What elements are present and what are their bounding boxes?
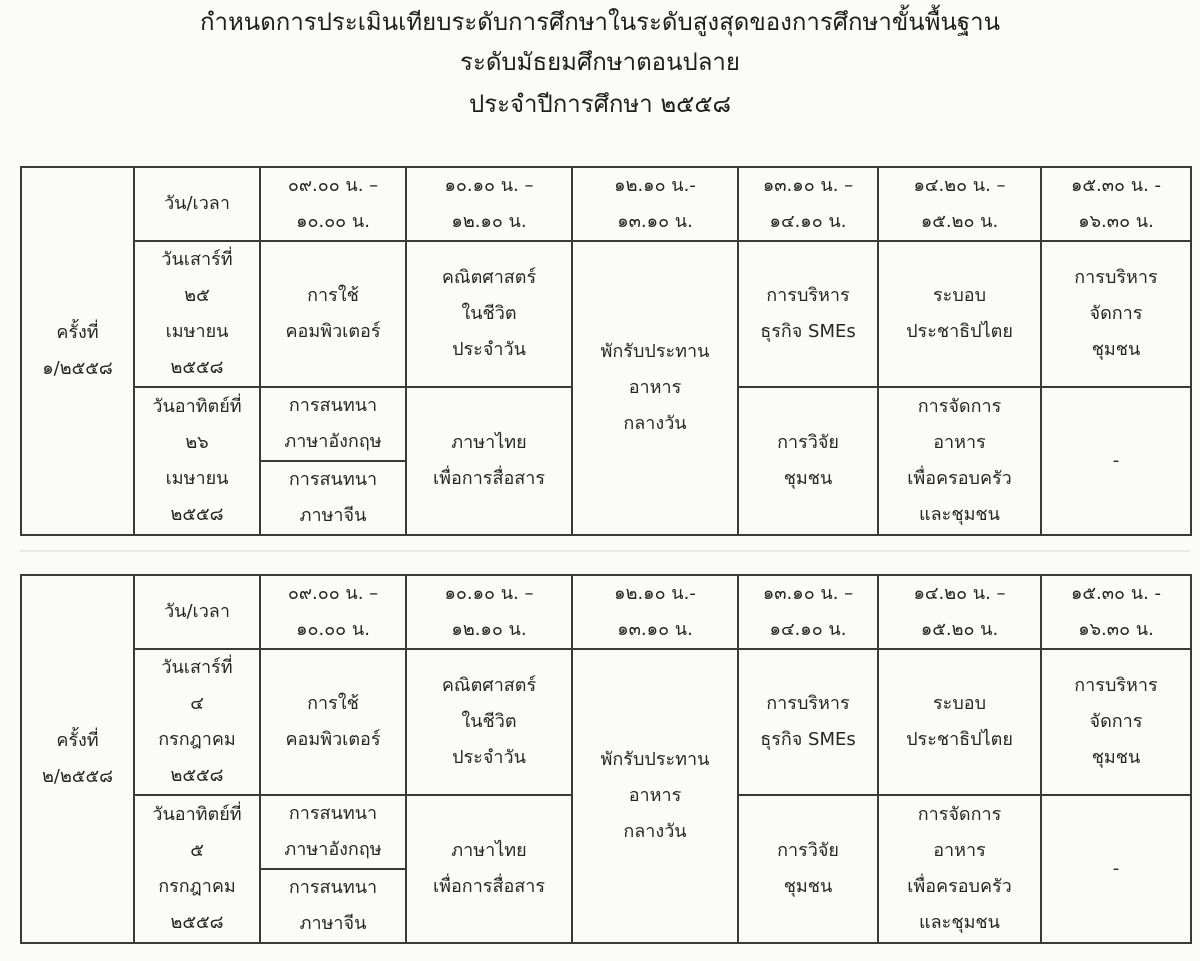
subject-cell: การวิจัย ชุมชน bbox=[738, 387, 878, 535]
round-cell: ครั้งที่ ๑/๒๕๕๘ bbox=[21, 167, 134, 535]
subject-cell: การสนทนา ภาษาจีน bbox=[260, 869, 406, 943]
time-slot-3: ๑๒.๑๐ น.- ๑๓.๑๐ น. bbox=[572, 575, 738, 649]
subject-cell: ระบอบ ประชาธิปไตย bbox=[878, 241, 1041, 387]
subject-cell-empty: - bbox=[1041, 795, 1191, 943]
time-slot-6: ๑๕.๓๐ น. - ๑๖.๓๐ น. bbox=[1041, 575, 1191, 649]
lunch-break-cell: พักรับประทาน อาหาร กลางวัน bbox=[572, 241, 738, 535]
subject-cell: ระบอบ ประชาธิปไตย bbox=[878, 649, 1041, 795]
day-cell-sunday: วันอาทิตย์ที่ ๒๖ เมษายน ๒๕๕๘ bbox=[134, 387, 260, 535]
time-slot-1: ๐๙.๐๐ น. – ๑๐.๐๐ น. bbox=[260, 167, 406, 241]
subject-cell: การสนทนา ภาษาอังกฤษ bbox=[260, 387, 406, 461]
subject-cell: การใช้ คอมพิวเตอร์ bbox=[260, 241, 406, 387]
lunch-break-cell: พักรับประทาน อาหาร กลางวัน bbox=[572, 649, 738, 943]
subject-cell: ภาษาไทย เพื่อการสื่อสาร bbox=[406, 387, 572, 535]
subject-cell: การวิจัย ชุมชน bbox=[738, 795, 878, 943]
subject-cell: การบริหาร ธุรกิจ SMEs bbox=[738, 649, 878, 795]
time-slot-5: ๑๔.๒๐ น. – ๑๕.๒๐ น. bbox=[878, 167, 1041, 241]
time-slot-2: ๑๐.๑๐ น. – ๑๒.๑๐ น. bbox=[406, 167, 572, 241]
schedule-table-round-1 bbox=[20, 166, 1192, 536]
day-cell-saturday: วันเสาร์ที่ ๒๕ เมษายน ๒๕๕๘ bbox=[134, 241, 260, 387]
subject-cell: คณิตศาสตร์ ในชีวิต ประจำวัน bbox=[406, 649, 572, 795]
time-slot-4: ๑๓.๑๐ น. – ๑๔.๑๐ น. bbox=[738, 167, 878, 241]
schedule-table-round-2 bbox=[20, 574, 1192, 944]
subject-cell: ภาษาไทย เพื่อการสื่อสาร bbox=[406, 795, 572, 943]
time-slot-2: ๑๐.๑๐ น. – ๑๒.๑๐ น. bbox=[406, 575, 572, 649]
time-slot-1: ๐๙.๐๐ น. – ๑๐.๐๐ น. bbox=[260, 575, 406, 649]
document-subtitle-level: ระดับมัธยมศึกษาตอนปลาย bbox=[460, 48, 740, 76]
subject-cell-empty: - bbox=[1041, 387, 1191, 535]
subject-cell: การใช้ คอมพิวเตอร์ bbox=[260, 649, 406, 795]
subject-cell: การบริหาร ธุรกิจ SMEs bbox=[738, 241, 878, 387]
time-slot-5: ๑๔.๒๐ น. – ๑๕.๒๐ น. bbox=[878, 575, 1041, 649]
subject-cell: คณิตศาสตร์ ในชีวิต ประจำวัน bbox=[406, 241, 572, 387]
date-time-header: วัน/เวลา bbox=[134, 167, 260, 241]
round-cell: ครั้งที่ ๒/๒๕๕๘ bbox=[21, 575, 134, 943]
subject-cell: การบริหาร จัดการ ชุมชน bbox=[1041, 649, 1191, 795]
subject-cell: การบริหาร จัดการ ชุมชน bbox=[1041, 241, 1191, 387]
time-slot-6: ๑๕.๓๐ น. - ๑๖.๓๐ น. bbox=[1041, 167, 1191, 241]
time-slot-4: ๑๓.๑๐ น. – ๑๔.๑๐ น. bbox=[738, 575, 878, 649]
subject-cell: การจัดการ อาหาร เพื่อครอบครัว และชุมชน bbox=[878, 387, 1041, 535]
document-title: กำหนดการประเมินเทียบระดับการศึกษาในระดับสูงสุดของการศึกษาขั้นพื้นฐาน bbox=[199, 8, 1001, 36]
subject-cell: การสนทนา ภาษาอังกฤษ bbox=[260, 795, 406, 869]
subject-cell: การจัดการ อาหาร เพื่อครอบครัว และชุมชน bbox=[878, 795, 1041, 943]
time-slot-3: ๑๒.๑๐ น.- ๑๓.๑๐ น. bbox=[572, 167, 738, 241]
date-time-header: วัน/เวลา bbox=[134, 575, 260, 649]
day-cell-sunday: วันอาทิตย์ที่ ๕ กรกฎาคม ๒๕๕๘ bbox=[134, 795, 260, 943]
day-cell-saturday: วันเสาร์ที่ ๔ กรกฎาคม ๒๕๕๘ bbox=[134, 649, 260, 795]
subject-cell: การสนทนา ภาษาจีน bbox=[260, 461, 406, 535]
divider bbox=[20, 550, 1190, 552]
document-subtitle-year: ประจำปีการศึกษา ๒๕๕๘ bbox=[468, 90, 732, 118]
